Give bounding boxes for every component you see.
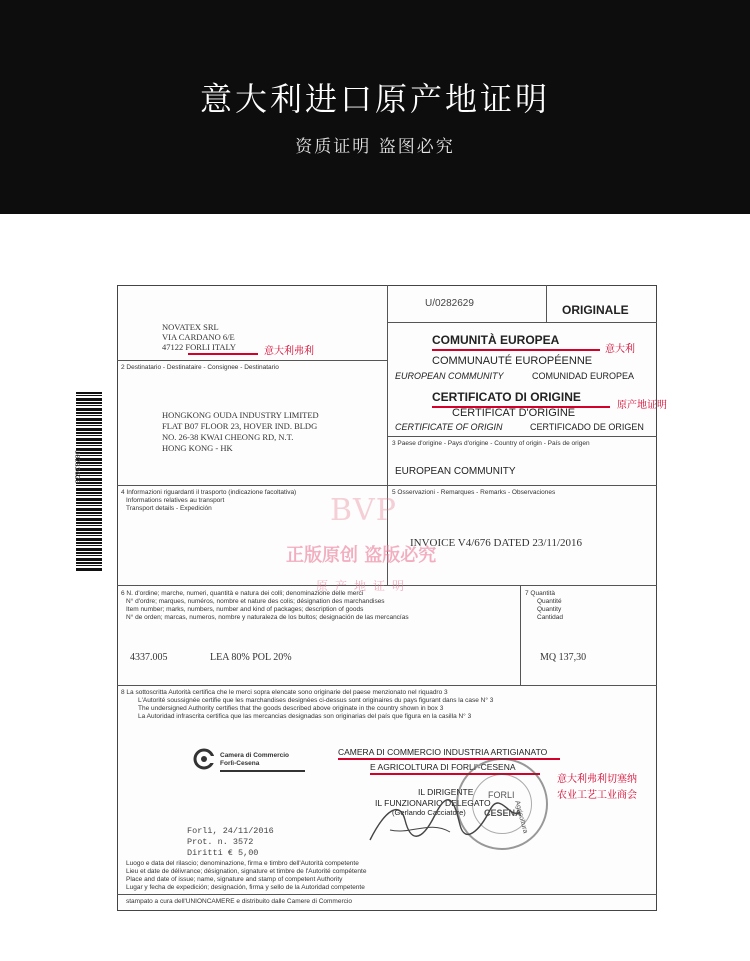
country-of-origin: EUROPEAN COMMUNITY: [395, 466, 516, 477]
box3-label: 3 Paese d'origine - Pays d'origine - Country of origin - País de origen: [392, 440, 590, 447]
box6-label: 6 N. d'ordine; marche, numeri, quantità e natura dei colli; denominazione delle merci: [121, 590, 364, 597]
divider: [546, 285, 547, 322]
annotation-origin: 原产地证明: [617, 400, 667, 411]
footer-line: Lugar y fecha de expedición; designación, firma y sello de la Autoridad competente: [126, 884, 365, 891]
certificate-title-es: CERTIFICADO DE ORIGEN: [530, 422, 644, 432]
box4-line: Informations relatives au transport: [126, 497, 225, 504]
annotation-underline: [432, 349, 600, 351]
watermark-subtext: 原产地证明: [316, 579, 412, 593]
header-banner: [0, 0, 750, 214]
box4-line: Transport details - Expedición: [126, 505, 212, 512]
annotation-underline: [188, 353, 258, 355]
box6-line: N° d'ordre; marques, numéros, nombre et nature des colis; désignation des marchandises: [126, 598, 385, 605]
item-description: LEA 80% POL 20%: [210, 652, 292, 663]
box8-line: L'Autorité soussignée certifie que les marchandises designées ci-dessus sont originaires du pays figurant dans la case N° 3: [138, 697, 494, 704]
watermark-logo: BVP: [330, 493, 397, 528]
divider: [117, 360, 387, 361]
box6-line: Item number; marks, numbers, number and kind of packages; description of goods: [126, 606, 364, 613]
box7-line: Quantity: [537, 606, 562, 613]
item-code: 4337.005: [130, 652, 168, 663]
consignee-line: HONGKONG OUDA INDUSTRY LIMITED: [162, 410, 319, 420]
chamber-logo-icon: [193, 748, 215, 770]
box7-label: 7 Quantità: [525, 590, 555, 597]
quantity-value: MQ 137,30: [540, 652, 587, 663]
printer-note: stampato a cura dell'UNIONCAMERE e distribuito dalle Camere di Commercio: [126, 898, 352, 905]
chamber-officer: IL FUNZIONARIO DELEGATO: [375, 798, 491, 808]
chamber-name-line2: E AGRICOLTURA DI FORLI'-CESENA: [370, 762, 516, 772]
divider: [117, 685, 657, 686]
divider: [387, 322, 657, 323]
invoice-remark: INVOICE V4/676 DATED 23/11/2016: [410, 537, 583, 549]
divider: [387, 436, 657, 437]
community-fr: COMMUNAUTÉ EUROPÉENNE: [432, 355, 593, 367]
exporter-city: 47122 FORLI ITALY: [162, 342, 237, 352]
certificate-title-en: CERTIFICATE OF ORIGIN: [395, 422, 503, 432]
chamber-logo-line: Camera di Commercio: [220, 752, 289, 759]
original-label: ORIGINALE: [562, 303, 629, 317]
signature: [360, 790, 530, 850]
divider: [520, 585, 521, 685]
stamp-text: Agricoltura: [513, 800, 529, 835]
issue-fees: Diritti € 5,00: [187, 848, 259, 858]
logo-rule: [220, 770, 305, 772]
chamber-logo-line: Forlì-Cesena: [220, 760, 260, 767]
stamp-text: FORLI: [488, 790, 515, 800]
consignee-line: HONG KONG - HK: [162, 443, 233, 453]
annotation-chamber-1: 意大利弗利切塞纳: [557, 774, 637, 785]
community-es: COMUNIDAD EUROPEA: [532, 371, 635, 381]
issue-place-date: Forlì, 24/11/2016: [187, 826, 274, 836]
divider: [117, 894, 657, 895]
box2-label: 2 Destinatario - Destinataire - Consignee - Destinatario: [121, 364, 279, 371]
annotation-europe: 意大利: [605, 344, 635, 355]
barcode-number: U0282629: [72, 450, 80, 484]
box6-line: N° de orden; marcas, numeros, nombre y naturaleza de los bultos; designación de las mercancías: [126, 614, 409, 621]
annotation-underline: [338, 758, 560, 760]
box8-line: La Autoridad infrascrita certifica que las mercancias designadas son originarias del país que figura en la casilla N° 3: [138, 713, 472, 720]
community-it: COMUNITÀ EUROPEA: [432, 333, 560, 347]
box8-label: 8 La sottoscritta Autorità certifica che le merci sopra elencate sono originarie del paese menzionato nel riquadro 3: [121, 689, 448, 696]
stamp-text: CESENA: [484, 808, 522, 818]
chamber-director: IL DIRIGENTE: [418, 787, 474, 797]
divider: [387, 285, 388, 485]
annotation-italy: 意大利弗利: [264, 346, 314, 357]
serial-number: U/0282629: [425, 298, 474, 309]
consignee-line: FLAT B07 FLOOR 23, HOVER IND. BLDG: [162, 421, 318, 431]
exporter-name: NOVATEX SRL: [162, 322, 219, 332]
exporter-street: VIA CARDANO 6/E: [162, 332, 235, 342]
certificate-title-it: CERTIFICATO DI ORIGINE: [432, 390, 581, 404]
certificate-title-fr: CERTIFICAT D'ORIGINE: [452, 407, 576, 419]
box7-line: Quantité: [537, 598, 562, 605]
page-title: 意大利进口原产地证明: [199, 80, 550, 118]
consignee-line: NO. 26-38 KWAI CHEONG RD, N.T.: [162, 432, 294, 442]
watermark-text: 正版原创 盗版必究: [286, 545, 437, 566]
annotation-chamber-2: 农业工艺工业商会: [557, 790, 637, 801]
issue-protocol: Prot. n. 3572: [187, 837, 254, 847]
box8-line: The undersigned Authority certifies that the goods described above originate in the country shown in box 3: [138, 705, 444, 712]
box5-label: 5 Osservazioni - Remarques - Remarks - Observaciones: [392, 489, 556, 496]
footer-line: Luogo e data del rilascio; denominazione, firma e timbro dell'Autorità competente: [126, 860, 359, 867]
box7-line: Cantidad: [537, 614, 564, 621]
page-subtitle: 资质证明 盗图必究: [295, 137, 455, 157]
footer-line: Lieu et date de délivrance; désignation, signature et timbre de l'Autorité compétente: [126, 868, 367, 875]
box4-label: 4 Informazioni riguardanti il trasporto (indicazione facoltativa): [121, 489, 297, 496]
community-en: EUROPEAN COMMUNITY: [395, 371, 504, 381]
chamber-officer-name: (Gerlando Cacciatore): [392, 808, 466, 817]
footer-line: Place and date of issue; name, signature and stamp of competent Authority: [126, 876, 343, 883]
chamber-name-line1: CAMERA DI COMMERCIO INDUSTRIA ARTIGIANATO: [338, 747, 548, 757]
